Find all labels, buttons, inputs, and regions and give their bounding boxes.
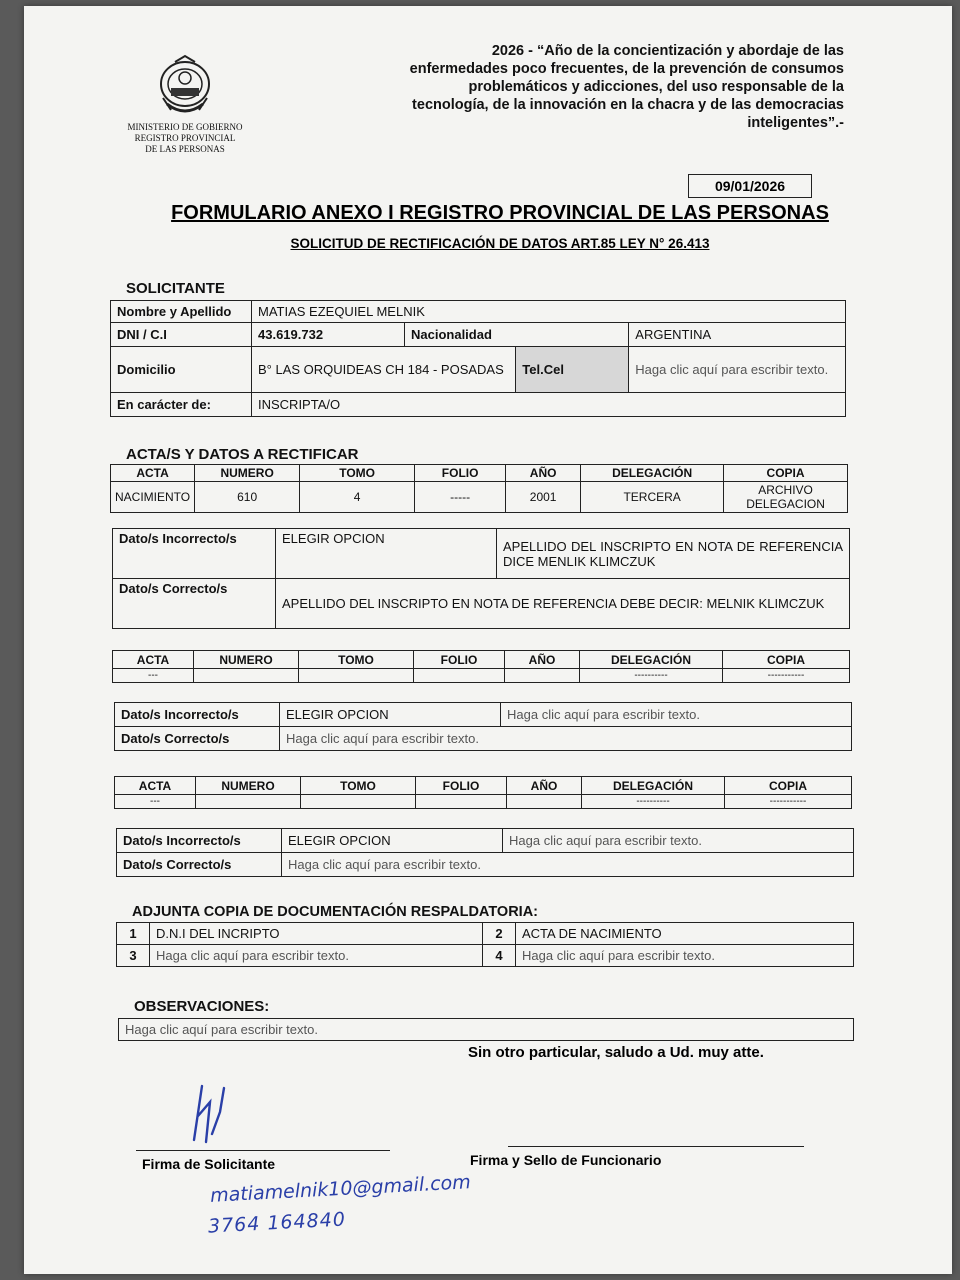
- anio-cell[interactable]: [505, 669, 580, 683]
- anio-cell[interactable]: [507, 795, 582, 809]
- doc-field[interactable]: Haga clic aquí para escribir texto.: [150, 945, 483, 967]
- col-acta: ACTA: [111, 465, 195, 482]
- doc-field[interactable]: ACTA DE NACIMIENTO: [516, 923, 854, 945]
- acta-table-1: [110, 464, 848, 513]
- copia-cell[interactable]: ARCHIVO DELEGACION: [724, 482, 848, 513]
- closing-text: Sin otro particular, saludo a Ud. muy atte.: [468, 1044, 764, 1061]
- doc-number: 3: [117, 945, 150, 967]
- doc-number: 2: [483, 923, 516, 945]
- opcion-select[interactable]: ELEGIR OPCION: [282, 829, 503, 853]
- incorrecto-label: Dato/s Incorrecto/s: [115, 703, 280, 727]
- ministry-line-3: DE LAS PERSONAS: [145, 144, 225, 154]
- col-numero: NUMERO: [196, 777, 301, 795]
- incorrecto-label: Dato/s Incorrecto/s: [113, 529, 276, 579]
- numero-cell[interactable]: [196, 795, 301, 809]
- acta-cell[interactable]: NACIMIENTO: [111, 482, 195, 513]
- delegacion-cell[interactable]: ----------: [580, 669, 723, 683]
- domicilio-field[interactable]: B° LAS ORQUIDEAS CH 184 - POSADAS: [252, 347, 516, 393]
- numero-cell[interactable]: [194, 669, 299, 683]
- form-date: 09/01/2026: [688, 174, 812, 198]
- doc-field[interactable]: Haga clic aquí para escribir texto.: [516, 945, 854, 967]
- col-tomo: TOMO: [299, 651, 414, 669]
- rectificacion-table-2: [114, 702, 852, 751]
- col-copia: COPIA: [725, 777, 852, 795]
- ministry-logo: [120, 54, 250, 155]
- col-copia: COPIA: [723, 651, 850, 669]
- handwritten-email: matiamelnik10@gmail.com: [209, 1171, 472, 1207]
- col-delegacion: DELEGACIÓN: [582, 777, 725, 795]
- col-folio: FOLIO: [416, 777, 507, 795]
- col-anio: AÑO: [505, 651, 580, 669]
- folio-cell[interactable]: -----: [415, 482, 506, 513]
- nombre-label: Nombre y Apellido: [111, 301, 252, 323]
- incorrecto-field[interactable]: APELLIDO DEL INSCRIPTO EN NOTA DE REFERENCIA DICE MENLIK KLIMCZUK: [497, 529, 850, 579]
- adjunta-heading: ADJUNTA COPIA DE DOCUMENTACIÓN RESPALDATORIA:: [132, 904, 538, 920]
- col-numero: NUMERO: [194, 651, 299, 669]
- firma-solicitante-label: Firma de Solicitante: [142, 1156, 276, 1172]
- form-title: FORMULARIO ANEXO I REGISTRO PROVINCIAL DE LAS PERSONAS: [171, 202, 829, 224]
- col-folio: FOLIO: [414, 651, 505, 669]
- col-tomo: TOMO: [301, 777, 416, 795]
- col-numero: NUMERO: [195, 465, 300, 482]
- col-delegacion: DELEGACIÓN: [580, 651, 723, 669]
- incorrecto-field[interactable]: Haga clic aquí para escribir texto.: [501, 703, 852, 727]
- form-page: [24, 6, 952, 1274]
- incorrecto-label: Dato/s Incorrecto/s: [117, 829, 282, 853]
- correcto-field[interactable]: Haga clic aquí para escribir texto.: [280, 727, 852, 751]
- col-tomo: TOMO: [300, 465, 415, 482]
- anio-cell[interactable]: 2001: [506, 482, 581, 513]
- nacionalidad-field[interactable]: ARGENTINA: [629, 323, 846, 347]
- observaciones-field[interactable]: Haga clic aquí para escribir texto.: [119, 1019, 854, 1041]
- col-copia: COPIA: [724, 465, 848, 482]
- acta-cell[interactable]: ---: [113, 669, 194, 683]
- firma-funcionario-label: Firma y Sello de Funcionario: [470, 1152, 662, 1168]
- opcion-select[interactable]: ELEGIR OPCION: [276, 529, 497, 579]
- nacionalidad-label: Nacionalidad: [405, 323, 629, 347]
- signature-line-solicitante: [136, 1150, 390, 1151]
- doc-field[interactable]: D.N.I DEL INCRIPTO: [150, 923, 483, 945]
- col-anio: AÑO: [507, 777, 582, 795]
- correcto-label: Dato/s Correcto/s: [115, 727, 280, 751]
- caracter-field[interactable]: INSCRIPTA/O: [252, 393, 846, 417]
- folio-cell[interactable]: [414, 669, 505, 683]
- signature-line-funcionario: [508, 1146, 804, 1147]
- dni-label: DNI / C.I: [111, 323, 252, 347]
- acta-table-2: [112, 650, 850, 683]
- dni-field[interactable]: 43.619.732: [252, 323, 405, 347]
- nombre-field[interactable]: MATIAS EZEQUIEL MELNIK: [252, 301, 846, 323]
- solicitante-heading: SOLICITANTE: [126, 280, 225, 297]
- correcto-field[interactable]: APELLIDO DEL INSCRIPTO EN NOTA DE REFERENCIA DEBE DECIR: MELNIK KLIMCZUK: [276, 579, 850, 629]
- col-acta: ACTA: [115, 777, 196, 795]
- acta-table-3: [114, 776, 852, 809]
- ministry-line-2: REGISTRO PROVINCIAL: [134, 133, 236, 143]
- adjunta-table: [116, 922, 854, 967]
- tel-label: Tel.Cel: [516, 347, 629, 393]
- opcion-select[interactable]: ELEGIR OPCION: [280, 703, 501, 727]
- delegacion-cell[interactable]: TERCERA: [581, 482, 724, 513]
- correcto-field[interactable]: Haga clic aquí para escribir texto.: [282, 853, 854, 877]
- acta-cell[interactable]: ---: [115, 795, 196, 809]
- correcto-label: Dato/s Correcto/s: [113, 579, 276, 629]
- numero-cell[interactable]: 610: [195, 482, 300, 513]
- col-folio: FOLIO: [415, 465, 506, 482]
- folio-cell[interactable]: [416, 795, 507, 809]
- rectificacion-table-1: [112, 528, 850, 629]
- delegacion-cell[interactable]: ----------: [582, 795, 725, 809]
- doc-number: 1: [117, 923, 150, 945]
- doc-number: 4: [483, 945, 516, 967]
- incorrecto-field[interactable]: Haga clic aquí para escribir texto.: [503, 829, 854, 853]
- actas-heading: ACTA/S Y DATOS A RECTIFICAR: [126, 446, 359, 463]
- ministry-line-1: MINISTERIO DE GOBIERNO: [127, 122, 243, 132]
- col-acta: ACTA: [113, 651, 194, 669]
- rectificacion-table-3: [116, 828, 854, 877]
- tomo-cell[interactable]: [299, 669, 414, 683]
- col-delegacion: DELEGACIÓN: [581, 465, 724, 482]
- observaciones-heading: OBSERVACIONES:: [134, 998, 270, 1015]
- year-motto: 2026 - “Año de la concientización y abordaje de las enfermedades poco frecuentes, de la prevención de consumos problemáticos y adicciones, del uso responsable de la tecnología, de la innovación en la chacra y de las democracias inteligentes”.-: [409, 43, 844, 131]
- caracter-label: En carácter de:: [111, 393, 252, 417]
- provincial-seal-icon: [153, 54, 217, 122]
- domicilio-label: Domicilio: [111, 347, 252, 393]
- correcto-label: Dato/s Correcto/s: [117, 853, 282, 877]
- tomo-cell[interactable]: [301, 795, 416, 809]
- solicitante-table: [110, 300, 846, 417]
- col-anio: AÑO: [506, 465, 581, 482]
- observaciones-table: [118, 1018, 854, 1041]
- form-subtitle: SOLICITUD DE RECTIFICACIÓN DE DATOS ART.85 LEY N° 26.413: [290, 236, 710, 251]
- handwritten-phone: 3764 164840: [207, 1208, 347, 1238]
- tel-field[interactable]: Haga clic aquí para escribir texto.: [629, 347, 846, 393]
- copia-cell[interactable]: -----------: [723, 669, 850, 683]
- copia-cell[interactable]: -----------: [725, 795, 852, 809]
- tomo-cell[interactable]: 4: [300, 482, 415, 513]
